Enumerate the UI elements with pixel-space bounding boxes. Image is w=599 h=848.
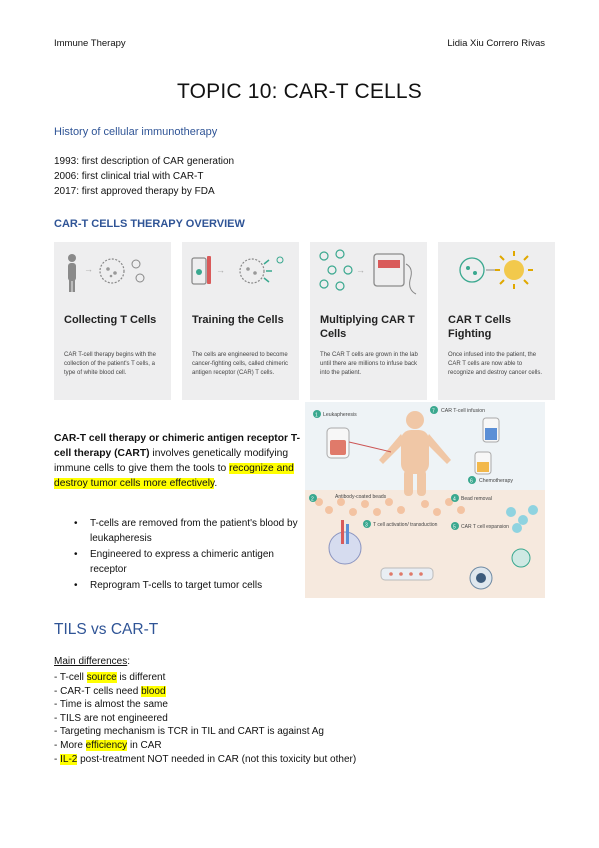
- difference-item: [54, 698, 454, 712]
- difference-text: is different: [116, 672, 166, 683]
- difference-text: - More: [54, 739, 86, 751]
- history-heading: History of cellular immunotherapy: [54, 126, 218, 138]
- step-number: 2: [311, 496, 314, 503]
- card-title: Multiplying CAR T Cells: [320, 314, 415, 340]
- bullet-item: • Reprogram T-cells to target tumor cells: [74, 579, 302, 594]
- difference-item: [54, 739, 454, 753]
- diagram-label-leukapheresis: Leukapheresis: [323, 412, 357, 418]
- difference-text: -: [54, 753, 61, 765]
- tils-heading: TILS vs CAR-T: [54, 621, 159, 638]
- card-text: The cells are engineered to become cancer-fighting cells, called chimeric antigen receptor (CAR) T cells.: [192, 352, 289, 376]
- svg-text:→: →: [84, 264, 93, 274]
- bullet-list: [74, 517, 302, 596]
- overview-card-multiplying: [310, 242, 427, 400]
- difference-text: post-treatment NOT needed in CAR (not this toxicity but other): [77, 753, 357, 765]
- main-differences-label: [54, 656, 130, 667]
- intro-highlight: recognize and destroy tumor cells more effectively: [54, 463, 294, 489]
- training-illustration: [182, 242, 299, 306]
- differences-list: [54, 671, 454, 766]
- diagram-label-expansion: CAR T cell expansion: [461, 524, 509, 530]
- svg-text:→: →: [356, 265, 365, 275]
- overview-card-training: [182, 242, 299, 400]
- difference-item: [54, 685, 454, 699]
- step-number: 6: [470, 478, 473, 485]
- difference-item: [54, 725, 454, 739]
- overview-card-fighting: [438, 242, 555, 400]
- card-title: Collecting T Cells: [64, 314, 157, 326]
- collecting-illustration: [54, 242, 171, 306]
- intro-paragraph: [54, 431, 302, 491]
- difference-highlight: efficiency: [85, 739, 128, 751]
- overview-card-collecting: [54, 242, 171, 400]
- intro-bold: CAR-T cell therapy or chimeric antigen receptor T-cell therapy (CART): [54, 433, 301, 459]
- main-differences-text: Main differences: [54, 656, 128, 667]
- process-illustration: [305, 402, 545, 598]
- difference-highlight: IL-2: [60, 753, 78, 765]
- fighting-illustration: [438, 242, 555, 306]
- diagram-label-beads: Antibody-coated beads: [335, 494, 387, 500]
- page-title: TOPIC 10: CAR-T CELLS: [176, 80, 422, 103]
- intro-end: .: [214, 478, 218, 489]
- header-left: Immune Therapy: [54, 38, 126, 49]
- diagram-label-activation: T cell activation/ transduction: [373, 522, 438, 528]
- diagram-label-infusion: CAR T-cell infusion: [441, 408, 486, 414]
- card-text: The CAR T cells are grown in the lab until there are millions to infuse back into the patient.: [320, 352, 418, 376]
- header-right: Lidia Xiu Correro Rivas: [447, 38, 545, 49]
- difference-highlight: source: [86, 672, 117, 683]
- difference-item: [54, 753, 454, 767]
- difference-text: - CAR-T cells need: [54, 685, 142, 697]
- svg-text:→: →: [216, 265, 225, 275]
- main-differences-colon: :: [127, 656, 130, 667]
- diagram-label-bead-removal: Bead removal: [461, 496, 492, 502]
- difference-item: [54, 712, 454, 726]
- difference-item: [54, 671, 454, 685]
- difference-text: - TILS are not engineered: [54, 712, 168, 724]
- timeline-item: 1993: first description of CAR generation: [54, 156, 235, 167]
- difference-text: in CAR: [127, 739, 162, 751]
- car-t-process-diagram: [305, 402, 545, 598]
- card-text: CAR T-cell therapy begins with the collection of the patient's T cells, a type of white blood cell.: [64, 352, 156, 376]
- multiplying-illustration: [310, 242, 427, 306]
- card-title: Training the Cells: [192, 314, 284, 326]
- step-number: 4: [453, 496, 456, 503]
- difference-text: - Targeting mechanism is TCR in TIL and CART is against Ag: [54, 726, 324, 738]
- bullet-item: • Engineered to express a chimeric antigen receptor: [74, 548, 302, 577]
- difference-text: - T-cell: [54, 672, 87, 683]
- step-number: 1: [315, 412, 318, 419]
- card-text: Once infused into the patient, the CAR T cells are now able to recognize and destroy cancer cells.: [448, 352, 543, 376]
- diagram-label-chemotherapy: Chemotherapy: [479, 478, 514, 484]
- timeline-item: 2017: first approved therapy by FDA: [54, 186, 215, 197]
- step-number: 5: [453, 524, 456, 531]
- overview-heading: CAR-T CELLS THERAPY OVERVIEW: [54, 218, 245, 230]
- timeline-item: 2006: first clinical trial with CAR-T: [54, 171, 204, 182]
- difference-text: - Time is almost the same: [54, 699, 168, 711]
- step-number: 7: [432, 408, 435, 415]
- intro-rest: involves genetically modifying immune cells to give them the tools to: [54, 448, 289, 474]
- card-title: CAR T Cells Fighting: [448, 314, 511, 340]
- bullet-item: • T-cells are removed from the patient's blood by leukapheresis: [74, 517, 302, 546]
- difference-highlight: blood: [141, 685, 166, 697]
- step-number: 3: [365, 522, 368, 529]
